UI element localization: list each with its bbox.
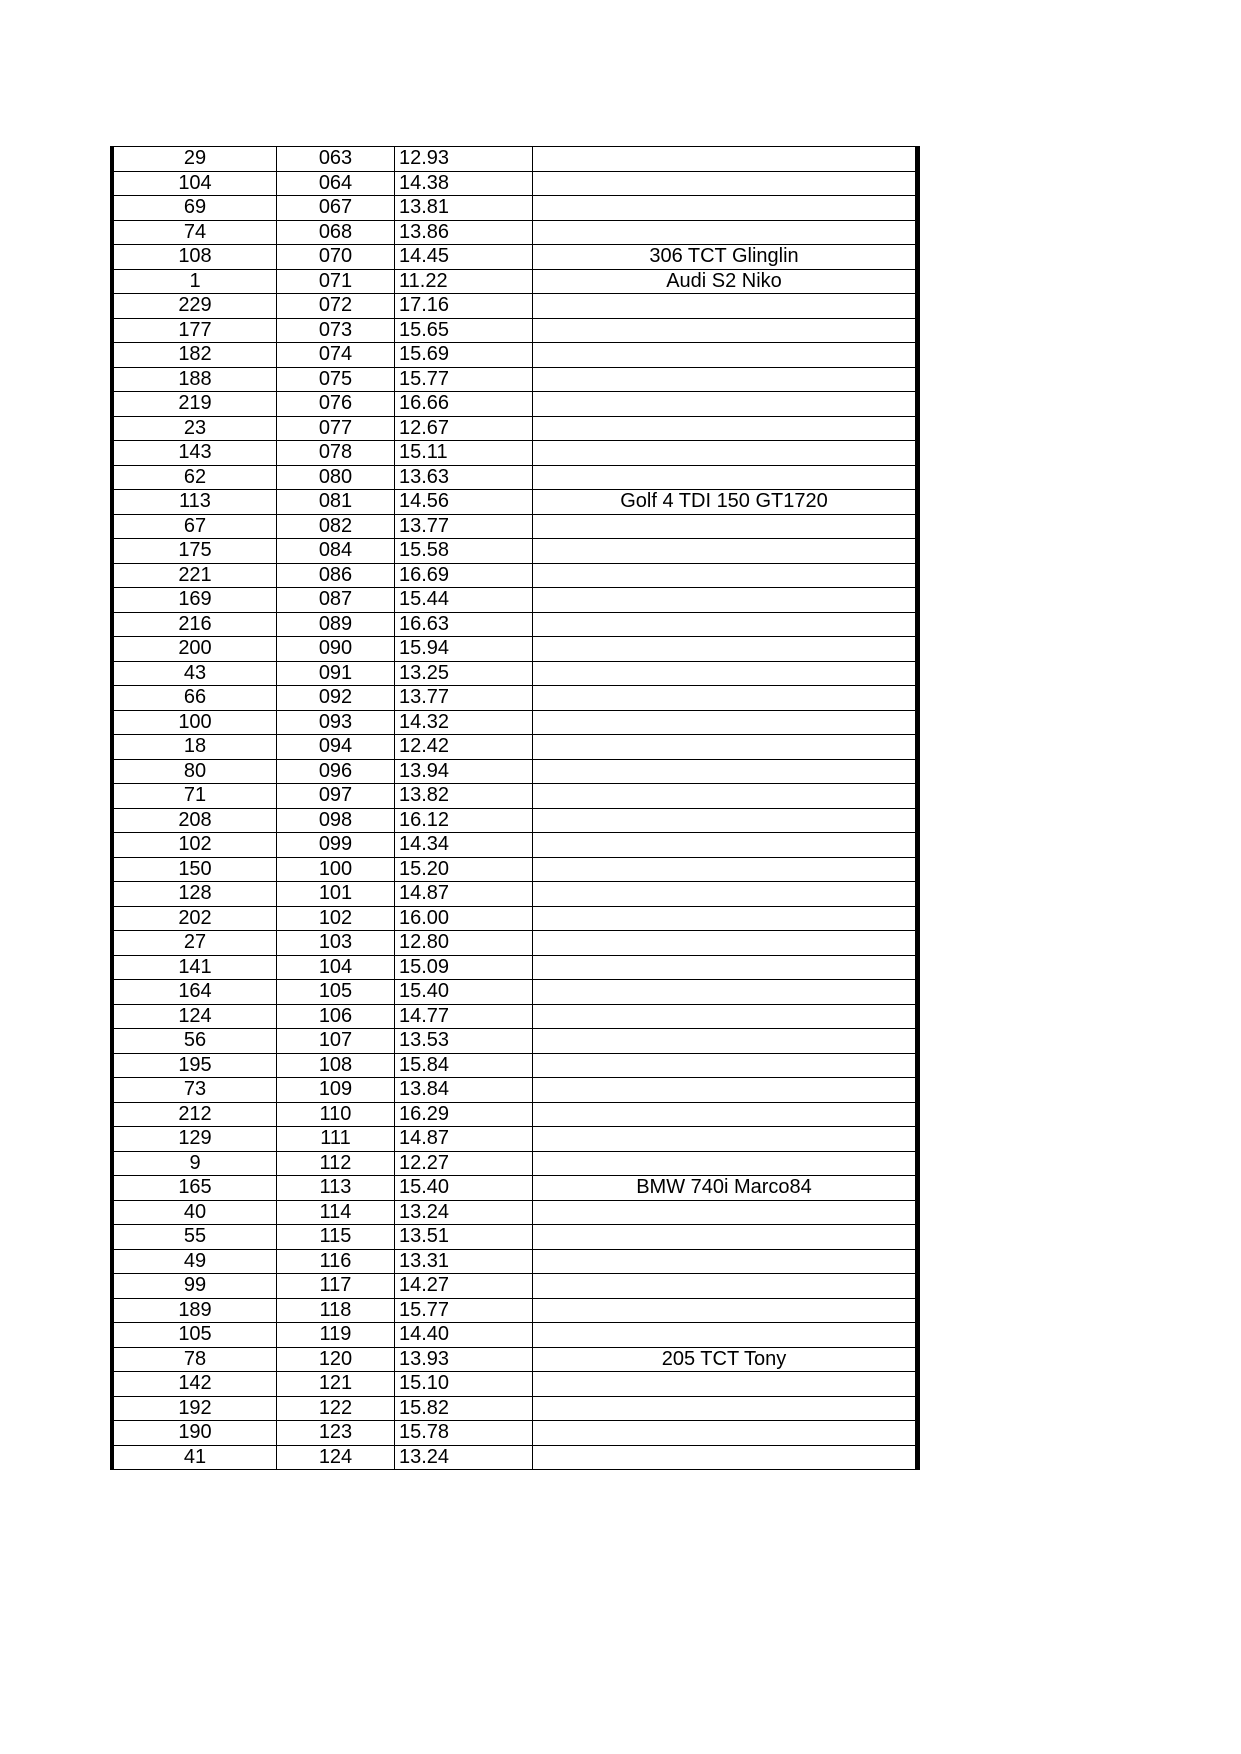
time-cell: 12.67: [395, 416, 533, 441]
number-cell: 119: [277, 1323, 395, 1348]
number-cell: 098: [277, 808, 395, 833]
rank-cell: 142: [112, 1372, 277, 1397]
time-cell: 17.16: [395, 294, 533, 319]
time-cell: 15.69: [395, 343, 533, 368]
table-row: [112, 1274, 918, 1299]
table-row: [112, 1053, 918, 1078]
note-cell: [533, 465, 918, 490]
rank-cell: 164: [112, 980, 277, 1005]
rank-cell: 62: [112, 465, 277, 490]
note-cell: [533, 1298, 918, 1323]
time-cell: 13.24: [395, 1445, 533, 1470]
table-row: [112, 637, 918, 662]
table-row: [112, 1078, 918, 1103]
number-cell: 081: [277, 490, 395, 515]
time-cell: 15.20: [395, 857, 533, 882]
time-cell: 15.94: [395, 637, 533, 662]
time-cell: 15.40: [395, 1176, 533, 1201]
note-cell: [533, 1421, 918, 1446]
number-cell: 093: [277, 710, 395, 735]
table-row: [112, 294, 918, 319]
rank-cell: 200: [112, 637, 277, 662]
note-cell: [533, 686, 918, 711]
rank-cell: 40: [112, 1200, 277, 1225]
results-table: [110, 146, 920, 1470]
table-row: [112, 1127, 918, 1152]
time-cell: 13.77: [395, 514, 533, 539]
rank-cell: 150: [112, 857, 277, 882]
note-cell: [533, 1323, 918, 1348]
number-cell: 121: [277, 1372, 395, 1397]
number-cell: 078: [277, 441, 395, 466]
note-cell: [533, 392, 918, 417]
note-cell: [533, 514, 918, 539]
note-cell: [533, 955, 918, 980]
note-cell: [533, 441, 918, 466]
rank-cell: 212: [112, 1102, 277, 1127]
table-row: [112, 269, 918, 294]
time-cell: 14.77: [395, 1004, 533, 1029]
time-cell: 13.84: [395, 1078, 533, 1103]
note-cell: [533, 1396, 918, 1421]
time-cell: 15.58: [395, 539, 533, 564]
rank-cell: 195: [112, 1053, 277, 1078]
time-cell: 13.93: [395, 1347, 533, 1372]
rank-cell: 18: [112, 735, 277, 760]
note-cell: Audi S2 Niko: [533, 269, 918, 294]
time-cell: 12.42: [395, 735, 533, 760]
table-row: [112, 588, 918, 613]
time-cell: 16.29: [395, 1102, 533, 1127]
table-row: [112, 416, 918, 441]
rank-cell: 202: [112, 906, 277, 931]
table-row: [112, 833, 918, 858]
rank-cell: 128: [112, 882, 277, 907]
table-row: [112, 1029, 918, 1054]
rank-cell: 74: [112, 220, 277, 245]
time-cell: 15.65: [395, 318, 533, 343]
note-cell: [533, 1445, 918, 1470]
rank-cell: 67: [112, 514, 277, 539]
table-row: [112, 1323, 918, 1348]
note-cell: [533, 220, 918, 245]
time-cell: 14.34: [395, 833, 533, 858]
rank-cell: 182: [112, 343, 277, 368]
number-cell: 112: [277, 1151, 395, 1176]
time-cell: 13.63: [395, 465, 533, 490]
time-cell: 15.77: [395, 1298, 533, 1323]
table-row: [112, 1200, 918, 1225]
rank-cell: 55: [112, 1225, 277, 1250]
table-row: [112, 1298, 918, 1323]
number-cell: 099: [277, 833, 395, 858]
note-cell: 205 TCT Tony: [533, 1347, 918, 1372]
number-cell: 064: [277, 171, 395, 196]
table-row: [112, 563, 918, 588]
rank-cell: 69: [112, 196, 277, 221]
number-cell: 082: [277, 514, 395, 539]
rank-cell: 104: [112, 171, 277, 196]
time-cell: 16.12: [395, 808, 533, 833]
note-cell: [533, 171, 918, 196]
note-cell: [533, 931, 918, 956]
note-cell: [533, 196, 918, 221]
number-cell: 109: [277, 1078, 395, 1103]
number-cell: 104: [277, 955, 395, 980]
table-row: [112, 931, 918, 956]
note-cell: [533, 857, 918, 882]
rank-cell: 73: [112, 1078, 277, 1103]
note-cell: Golf 4 TDI 150 GT1720: [533, 490, 918, 515]
rank-cell: 27: [112, 931, 277, 956]
rank-cell: 41: [112, 1445, 277, 1470]
table-row: [112, 539, 918, 564]
rank-cell: 169: [112, 588, 277, 613]
rank-cell: 49: [112, 1249, 277, 1274]
time-cell: 16.69: [395, 563, 533, 588]
results-table-body: [112, 147, 918, 1470]
note-cell: [533, 784, 918, 809]
time-cell: 15.44: [395, 588, 533, 613]
number-cell: 086: [277, 563, 395, 588]
rank-cell: 29: [112, 147, 277, 172]
number-cell: 097: [277, 784, 395, 809]
table-row: [112, 857, 918, 882]
number-cell: 074: [277, 343, 395, 368]
number-cell: 120: [277, 1347, 395, 1372]
table-row: [112, 367, 918, 392]
number-cell: 114: [277, 1200, 395, 1225]
number-cell: 105: [277, 980, 395, 1005]
time-cell: 14.27: [395, 1274, 533, 1299]
rank-cell: 113: [112, 490, 277, 515]
table-row: [112, 735, 918, 760]
rank-cell: 229: [112, 294, 277, 319]
time-cell: 14.56: [395, 490, 533, 515]
note-cell: 306 TCT Glinglin: [533, 245, 918, 270]
note-cell: [533, 710, 918, 735]
table-row: [112, 1249, 918, 1274]
note-cell: [533, 1249, 918, 1274]
rank-cell: 189: [112, 1298, 277, 1323]
table-row: [112, 1421, 918, 1446]
number-cell: 084: [277, 539, 395, 564]
number-cell: 073: [277, 318, 395, 343]
table-row: [112, 661, 918, 686]
rank-cell: 108: [112, 245, 277, 270]
time-cell: 12.80: [395, 931, 533, 956]
number-cell: 123: [277, 1421, 395, 1446]
table-row: [112, 490, 918, 515]
time-cell: 13.94: [395, 759, 533, 784]
note-cell: [533, 1004, 918, 1029]
rank-cell: 190: [112, 1421, 277, 1446]
number-cell: 068: [277, 220, 395, 245]
number-cell: 124: [277, 1445, 395, 1470]
table-row: [112, 882, 918, 907]
note-cell: [533, 637, 918, 662]
note-cell: [533, 1151, 918, 1176]
time-cell: 14.40: [395, 1323, 533, 1348]
time-cell: 14.32: [395, 710, 533, 735]
table-row: [112, 1445, 918, 1470]
table-row: [112, 1372, 918, 1397]
rank-cell: 78: [112, 1347, 277, 1372]
table-row: [112, 220, 918, 245]
number-cell: 090: [277, 637, 395, 662]
note-cell: BMW 740i Marco84: [533, 1176, 918, 1201]
note-cell: [533, 906, 918, 931]
number-cell: 115: [277, 1225, 395, 1250]
number-cell: 096: [277, 759, 395, 784]
time-cell: 13.51: [395, 1225, 533, 1250]
number-cell: 110: [277, 1102, 395, 1127]
note-cell: [533, 1372, 918, 1397]
time-cell: 14.38: [395, 171, 533, 196]
time-cell: 14.87: [395, 882, 533, 907]
time-cell: 15.11: [395, 441, 533, 466]
number-cell: 117: [277, 1274, 395, 1299]
number-cell: 094: [277, 735, 395, 760]
note-cell: [533, 1225, 918, 1250]
table-row: [112, 1176, 918, 1201]
note-cell: [533, 980, 918, 1005]
rank-cell: 141: [112, 955, 277, 980]
rank-cell: 177: [112, 318, 277, 343]
number-cell: 108: [277, 1053, 395, 1078]
note-cell: [533, 612, 918, 637]
rank-cell: 56: [112, 1029, 277, 1054]
rank-cell: 71: [112, 784, 277, 809]
note-cell: [533, 563, 918, 588]
rank-cell: 216: [112, 612, 277, 637]
note-cell: [533, 1200, 918, 1225]
note-cell: [533, 147, 918, 172]
table-row: [112, 906, 918, 931]
rank-cell: 66: [112, 686, 277, 711]
table-row: [112, 465, 918, 490]
number-cell: 072: [277, 294, 395, 319]
time-cell: 13.53: [395, 1029, 533, 1054]
table-row: [112, 1102, 918, 1127]
note-cell: [533, 735, 918, 760]
time-cell: 11.22: [395, 269, 533, 294]
number-cell: 101: [277, 882, 395, 907]
number-cell: 100: [277, 857, 395, 882]
number-cell: 087: [277, 588, 395, 613]
time-cell: 12.27: [395, 1151, 533, 1176]
time-cell: 16.63: [395, 612, 533, 637]
rank-cell: 9: [112, 1151, 277, 1176]
note-cell: [533, 294, 918, 319]
number-cell: 071: [277, 269, 395, 294]
table-row: [112, 171, 918, 196]
note-cell: [533, 1127, 918, 1152]
note-cell: [533, 343, 918, 368]
note-cell: [533, 808, 918, 833]
number-cell: 089: [277, 612, 395, 637]
note-cell: [533, 661, 918, 686]
rank-cell: 129: [112, 1127, 277, 1152]
table-row: [112, 710, 918, 735]
rank-cell: 192: [112, 1396, 277, 1421]
number-cell: 091: [277, 661, 395, 686]
table-row: [112, 1004, 918, 1029]
rank-cell: 105: [112, 1323, 277, 1348]
rank-cell: 165: [112, 1176, 277, 1201]
time-cell: 13.31: [395, 1249, 533, 1274]
table-row: [112, 1396, 918, 1421]
table-row: [112, 343, 918, 368]
number-cell: 075: [277, 367, 395, 392]
rank-cell: 208: [112, 808, 277, 833]
table-row: [112, 392, 918, 417]
table-row: [112, 980, 918, 1005]
table-row: [112, 514, 918, 539]
rank-cell: 124: [112, 1004, 277, 1029]
rank-cell: 23: [112, 416, 277, 441]
rank-cell: 188: [112, 367, 277, 392]
rank-cell: 43: [112, 661, 277, 686]
table-row: [112, 441, 918, 466]
table-row: [112, 759, 918, 784]
time-cell: 13.81: [395, 196, 533, 221]
time-cell: 16.00: [395, 906, 533, 931]
table-row: [112, 1347, 918, 1372]
number-cell: 070: [277, 245, 395, 270]
note-cell: [533, 539, 918, 564]
table-row: [112, 686, 918, 711]
time-cell: 13.86: [395, 220, 533, 245]
rank-cell: 102: [112, 833, 277, 858]
number-cell: 113: [277, 1176, 395, 1201]
number-cell: 092: [277, 686, 395, 711]
number-cell: 076: [277, 392, 395, 417]
rank-cell: 100: [112, 710, 277, 735]
rank-cell: 80: [112, 759, 277, 784]
number-cell: 122: [277, 1396, 395, 1421]
note-cell: [533, 833, 918, 858]
time-cell: 15.10: [395, 1372, 533, 1397]
table-row: [112, 318, 918, 343]
time-cell: 15.84: [395, 1053, 533, 1078]
rank-cell: 221: [112, 563, 277, 588]
note-cell: [533, 1029, 918, 1054]
note-cell: [533, 882, 918, 907]
table-row: [112, 1225, 918, 1250]
note-cell: [533, 1078, 918, 1103]
number-cell: 106: [277, 1004, 395, 1029]
number-cell: 111: [277, 1127, 395, 1152]
table-row: [112, 955, 918, 980]
number-cell: 103: [277, 931, 395, 956]
time-cell: 13.77: [395, 686, 533, 711]
table-row: [112, 808, 918, 833]
note-cell: [533, 367, 918, 392]
number-cell: 116: [277, 1249, 395, 1274]
table-row: [112, 784, 918, 809]
note-cell: [533, 416, 918, 441]
note-cell: [533, 1053, 918, 1078]
number-cell: 067: [277, 196, 395, 221]
time-cell: 13.82: [395, 784, 533, 809]
note-cell: [533, 759, 918, 784]
number-cell: 102: [277, 906, 395, 931]
number-cell: 080: [277, 465, 395, 490]
table-row: [112, 196, 918, 221]
time-cell: 13.24: [395, 1200, 533, 1225]
number-cell: 118: [277, 1298, 395, 1323]
rank-cell: 99: [112, 1274, 277, 1299]
table-row: [112, 1151, 918, 1176]
note-cell: [533, 1102, 918, 1127]
time-cell: 14.45: [395, 245, 533, 270]
rank-cell: 219: [112, 392, 277, 417]
time-cell: 12.93: [395, 147, 533, 172]
note-cell: [533, 318, 918, 343]
time-cell: 15.78: [395, 1421, 533, 1446]
time-cell: 15.40: [395, 980, 533, 1005]
time-cell: 14.87: [395, 1127, 533, 1152]
time-cell: 16.66: [395, 392, 533, 417]
table-row: [112, 245, 918, 270]
note-cell: [533, 588, 918, 613]
time-cell: 15.82: [395, 1396, 533, 1421]
table-row: [112, 612, 918, 637]
note-cell: [533, 1274, 918, 1299]
number-cell: 063: [277, 147, 395, 172]
rank-cell: 175: [112, 539, 277, 564]
rank-cell: 1: [112, 269, 277, 294]
time-cell: 15.09: [395, 955, 533, 980]
rank-cell: 143: [112, 441, 277, 466]
number-cell: 077: [277, 416, 395, 441]
table-row: [112, 147, 918, 172]
time-cell: 15.77: [395, 367, 533, 392]
time-cell: 13.25: [395, 661, 533, 686]
number-cell: 107: [277, 1029, 395, 1054]
